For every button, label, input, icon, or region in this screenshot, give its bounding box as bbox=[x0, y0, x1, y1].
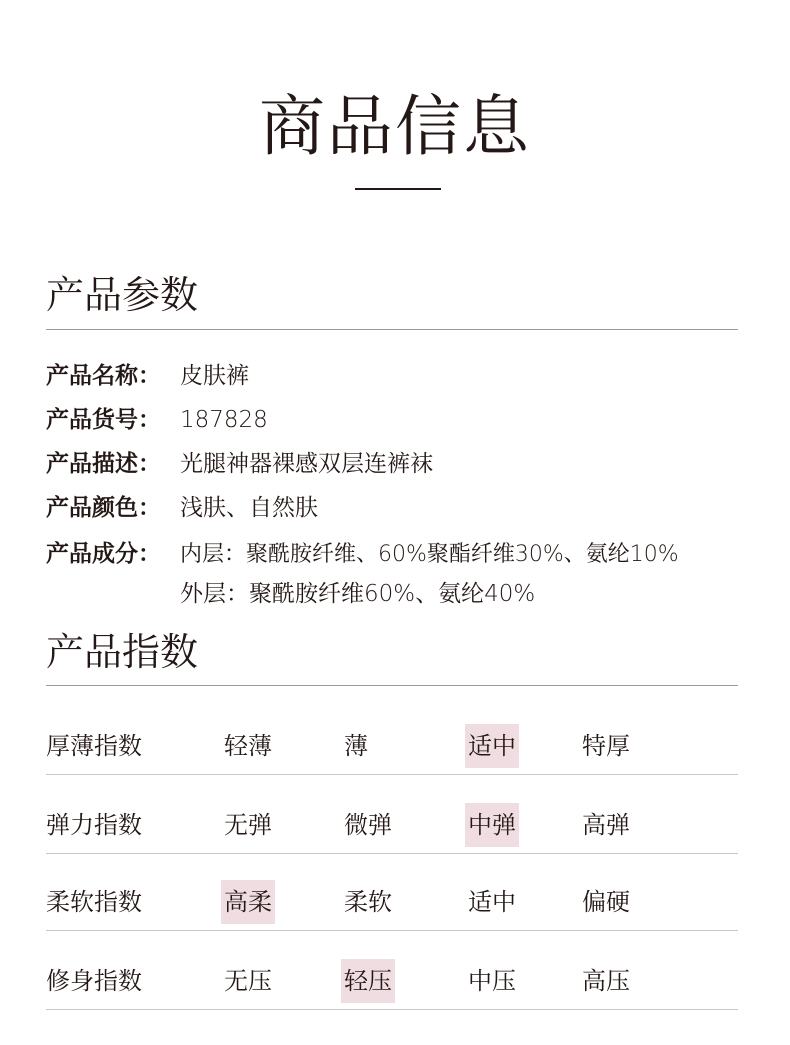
index-option: 偏硬 bbox=[582, 888, 630, 916]
index-row-softness bbox=[46, 880, 738, 958]
index-row-elasticity bbox=[46, 803, 738, 881]
index-option: 薄 bbox=[344, 732, 368, 760]
param-label: 产品成分： bbox=[46, 541, 161, 567]
param-value: 浅肤、自然肤 bbox=[180, 495, 318, 521]
param-label: 产品名称： bbox=[46, 363, 161, 389]
param-row-material bbox=[46, 539, 679, 570]
index-section-title: 产品指数 bbox=[46, 630, 199, 674]
index-label: 修身指数 bbox=[46, 967, 142, 995]
index-label: 厚薄指数 bbox=[46, 732, 142, 760]
index-option: 特厚 bbox=[582, 732, 630, 760]
index-label: 弹力指数 bbox=[46, 811, 142, 839]
param-value: 内层：聚酰胺纤维、60%聚酯纤维30%、氨纶10% bbox=[180, 542, 679, 567]
index-option: 高压 bbox=[582, 967, 630, 995]
param-value: 皮肤裤 bbox=[180, 363, 249, 389]
index-row-divider bbox=[46, 853, 738, 854]
index-option: 中压 bbox=[468, 967, 516, 995]
index-label: 柔软指数 bbox=[46, 888, 142, 916]
index-option: 轻薄 bbox=[224, 732, 272, 760]
param-row-description bbox=[46, 449, 433, 479]
index-option: 微弹 bbox=[344, 811, 392, 839]
index-option-selected: 轻压 bbox=[341, 959, 395, 1003]
index-option: 高弹 bbox=[582, 811, 630, 839]
index-row-fit bbox=[46, 959, 738, 1037]
index-row-divider bbox=[46, 1009, 738, 1010]
index-row-divider bbox=[46, 930, 738, 931]
title-divider bbox=[355, 188, 441, 190]
page-title: 商品信息 bbox=[259, 88, 531, 165]
param-row-color bbox=[46, 493, 318, 523]
index-option-selected: 高柔 bbox=[221, 880, 275, 924]
index-section-divider bbox=[46, 685, 738, 686]
index-option-selected: 适中 bbox=[465, 724, 519, 768]
param-row-sku bbox=[46, 405, 268, 435]
index-option-selected: 中弹 bbox=[465, 803, 519, 847]
param-value-material-outer: 外层：聚酰胺纤维60%、氨纶40% bbox=[180, 581, 536, 607]
index-row-thickness bbox=[46, 724, 738, 802]
param-row-name bbox=[46, 361, 249, 391]
param-label: 产品货号： bbox=[46, 407, 161, 433]
params-section-divider bbox=[46, 329, 738, 330]
index-option: 无压 bbox=[224, 967, 272, 995]
index-option: 适中 bbox=[468, 888, 516, 916]
params-section-title: 产品参数 bbox=[46, 273, 199, 317]
index-option: 柔软 bbox=[344, 888, 392, 916]
index-option: 无弹 bbox=[224, 811, 272, 839]
param-label: 产品描述： bbox=[46, 451, 161, 477]
param-value: 光腿神器裸感双层连裤袜 bbox=[180, 451, 433, 477]
param-value: 187828 bbox=[180, 407, 268, 433]
param-label: 产品颜色： bbox=[46, 495, 161, 521]
index-row-divider bbox=[46, 774, 738, 775]
